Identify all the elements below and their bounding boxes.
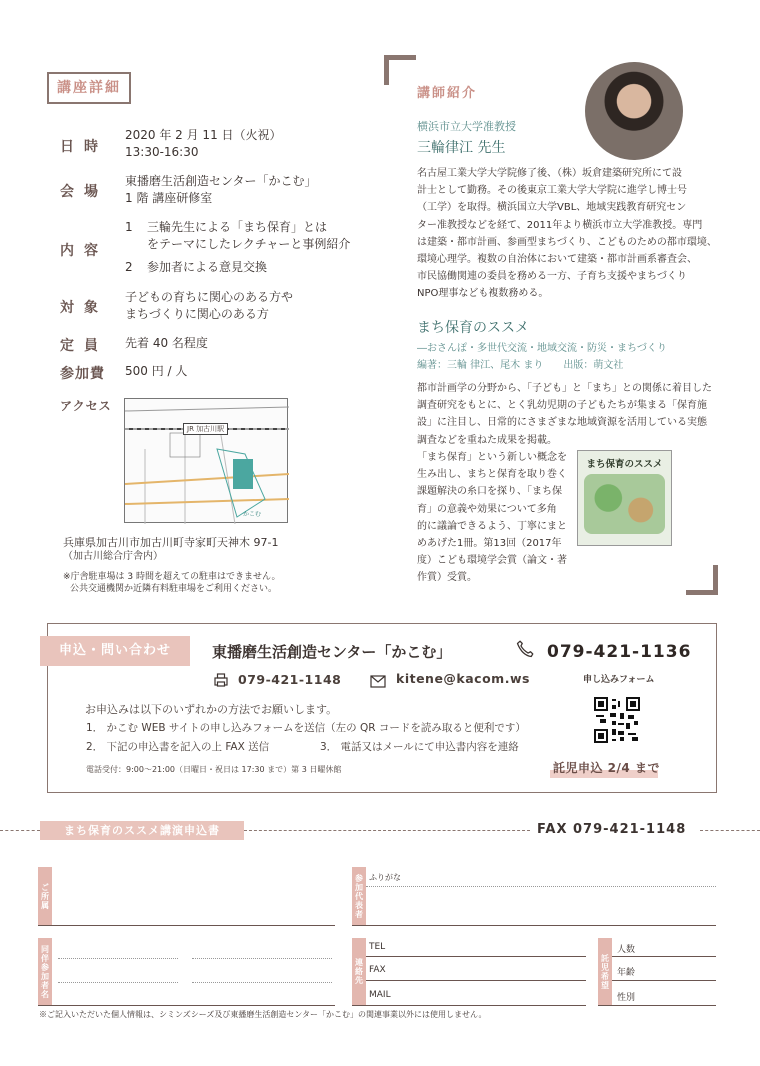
mail-label: MAIL	[369, 990, 391, 1000]
lecturer-name: 三輪律江 先生	[417, 140, 506, 156]
phone-hours: 電話受付：9:00～21:00（日曜日・祝日は 17:30 まで）第 3 日曜休館	[86, 765, 342, 774]
representative-underline	[352, 925, 716, 926]
book-title: まち保育のススメ	[417, 320, 529, 336]
companions-label: 同伴参加者名	[38, 938, 52, 1005]
fee-value: 500 円 / 人	[125, 364, 188, 378]
lecturer-affiliation: 横浜市立大学准教授	[417, 120, 516, 133]
tel-label: TEL	[369, 942, 386, 952]
book-cover-illustration	[584, 474, 665, 534]
book-cover	[577, 450, 672, 546]
form-qr-label: 申し込みフォーム	[583, 675, 655, 685]
contact-fax: 079-421-1148	[238, 672, 342, 687]
map-drawing	[125, 399, 289, 524]
fee-label: 参加費	[60, 366, 105, 382]
content-value: 1 三輪先生による「まち保育」とは をテーマにしたレクチャーと事例紹介 2 参加者による意見交換	[125, 220, 351, 274]
book-description: 都市計画学の分野から、「子ども」と「まち」との関係に着目した 調査研究をもとに、とく乳幼児期の子どもたちが集まる「保育施 設」に注目し、日常的にさまざまな地域資源を活用している実態 調査などを重ねた成果を掲載。	[417, 383, 712, 446]
fax-field[interactable]	[366, 980, 586, 981]
method-1: 1． かこむ WEB サイトの申し込みフォームを送信（左の QR コードを読み取ると便利です）	[86, 722, 526, 734]
contact-org: 東播磨生活創造センター「かこむ」	[212, 643, 452, 661]
lecturer-title: 講師紹介	[417, 86, 478, 101]
venue-label: 会場	[60, 184, 108, 200]
mail-field[interactable]	[352, 1005, 586, 1006]
mail-icon	[370, 673, 386, 692]
content-label: 内容	[60, 243, 108, 259]
book-cover-title: まち保育のススメ	[586, 459, 663, 470]
parking-note-2: 公共交通機関か近隣有料駐車場をご利用ください。	[70, 584, 278, 594]
contact-intro: お申込みは以下のいずれかの方法でお願いします。	[85, 703, 338, 716]
representative-label: 参加代表者	[352, 867, 366, 925]
representative-field[interactable]	[366, 887, 716, 925]
companions-field[interactable]	[52, 938, 335, 1005]
furigana-label: ふりがな	[369, 873, 401, 882]
form-title: まち保育のススメ講演申込書	[40, 821, 244, 840]
access-map	[124, 398, 288, 523]
map-station-label: JR 加古川駅	[183, 423, 228, 435]
affiliation-underline	[38, 925, 335, 926]
corner-decoration-top	[384, 55, 416, 85]
affiliation-label: ご所属	[38, 867, 52, 925]
parking-note-1: ※庁舎駐車場は 3 時間を超えての駐車はできません。	[63, 572, 281, 582]
address-sub: （加古川総合庁舎内）	[63, 551, 163, 562]
address: 兵庫県加古川市加古川町寺家町天神木 97-1	[63, 536, 279, 549]
fax-icon	[213, 672, 229, 692]
lecturer-photo	[585, 62, 683, 160]
qr-code[interactable]	[594, 697, 640, 743]
book-credits: 編著：三輪 律江、尾木 まり 出版：萌文社	[417, 360, 624, 371]
phone-icon	[514, 638, 536, 664]
dash-line-left	[0, 830, 40, 831]
target-value: 子どもの育ちに関心のある方や まちづくりに関心のある方	[125, 290, 294, 321]
dash-line-mid	[244, 830, 530, 831]
form-fax: FAX 079-421-1148	[537, 822, 687, 837]
book-subtitle: ―おさんぽ・多世代交流・地域交流・防災・まちづくり	[417, 343, 667, 354]
method-2: 2． 下記の申込書を記入の上 FAX 送信	[86, 741, 270, 753]
fax-field-label: FAX	[369, 965, 386, 975]
age-label: 年齢	[617, 968, 636, 978]
count-label: 人数	[617, 945, 636, 955]
date-label: 日時	[60, 139, 108, 155]
method-3: 3． 電話又はメールにて申込書内容を連絡	[320, 741, 519, 753]
childcare-deadline: 託児申込 2/4 まで	[553, 761, 660, 775]
affiliation-field[interactable]	[52, 867, 335, 925]
contact-info-label: 連絡先	[352, 938, 366, 1005]
age-field[interactable]	[612, 980, 716, 981]
capacity-label: 定員	[60, 338, 108, 354]
gender-label: 性別	[617, 993, 636, 1003]
childcare-request-label: 託児希望	[598, 938, 612, 1005]
count-field[interactable]	[612, 956, 716, 957]
dash-line-right	[700, 830, 760, 831]
contact-email[interactable]: kitene@kacom.ws	[396, 671, 530, 686]
contact-phone[interactable]: 079-421-1136	[547, 642, 692, 662]
capacity-value: 先着 40 名程度	[125, 336, 208, 350]
map-venue-label: かこむ	[243, 511, 262, 518]
companions-underline	[38, 1005, 335, 1006]
access-label: アクセス	[60, 399, 112, 413]
contact-tag: 申込・問い合わせ	[40, 636, 190, 666]
date-value: 2020 年 2 月 11 日（火祝） 13:30-16:30	[125, 128, 282, 159]
venue-value: 東播磨生活創造センター「かこむ」 1 階 講座研修室	[125, 174, 317, 205]
tel-field[interactable]	[366, 956, 586, 957]
book-description-narrow: 「まち保育」という新しい概念を 生み出し、まちと保育を取り巻く 課題解決の糸口を探り、「まち保 育」の意義や効果について多角 的に議論できるよう、丁寧にまと めあげた1冊。第13回（2017年 度）こども環境学会賞（論文・著 作賞）受賞。	[417, 452, 567, 584]
privacy-note: ※ご記入いただいた個人情報は、シミンズシーズ及び東播磨生活創造センター「かこむ」の関連事業以外には使用しません。	[39, 1010, 487, 1019]
lecturer-bio: 名古屋工業大学大学院修了後、（株）坂倉建築研究所にて設 計士として勤務。その後東京工業大学大学院に進学し博士号 （工学）を取得。横浜国立大学VBL、地域実践教育研究セン ター准教授などを経て、2011年より横浜市立大学准教授。専門 は建築・都市計画、参画型まちづくり、こどものための都市環境、 環境心理学。複数の自治体において建築・都市計画系審査会、 市民協働関連の委員を務める一方、子育ち支援やまちづくり NPO理事なども複数務める。	[417, 168, 717, 300]
gender-field[interactable]	[598, 1005, 716, 1006]
course-details-title: 講座詳細	[47, 72, 131, 104]
target-label: 対象	[60, 300, 108, 316]
corner-decoration-bottom	[686, 565, 718, 595]
